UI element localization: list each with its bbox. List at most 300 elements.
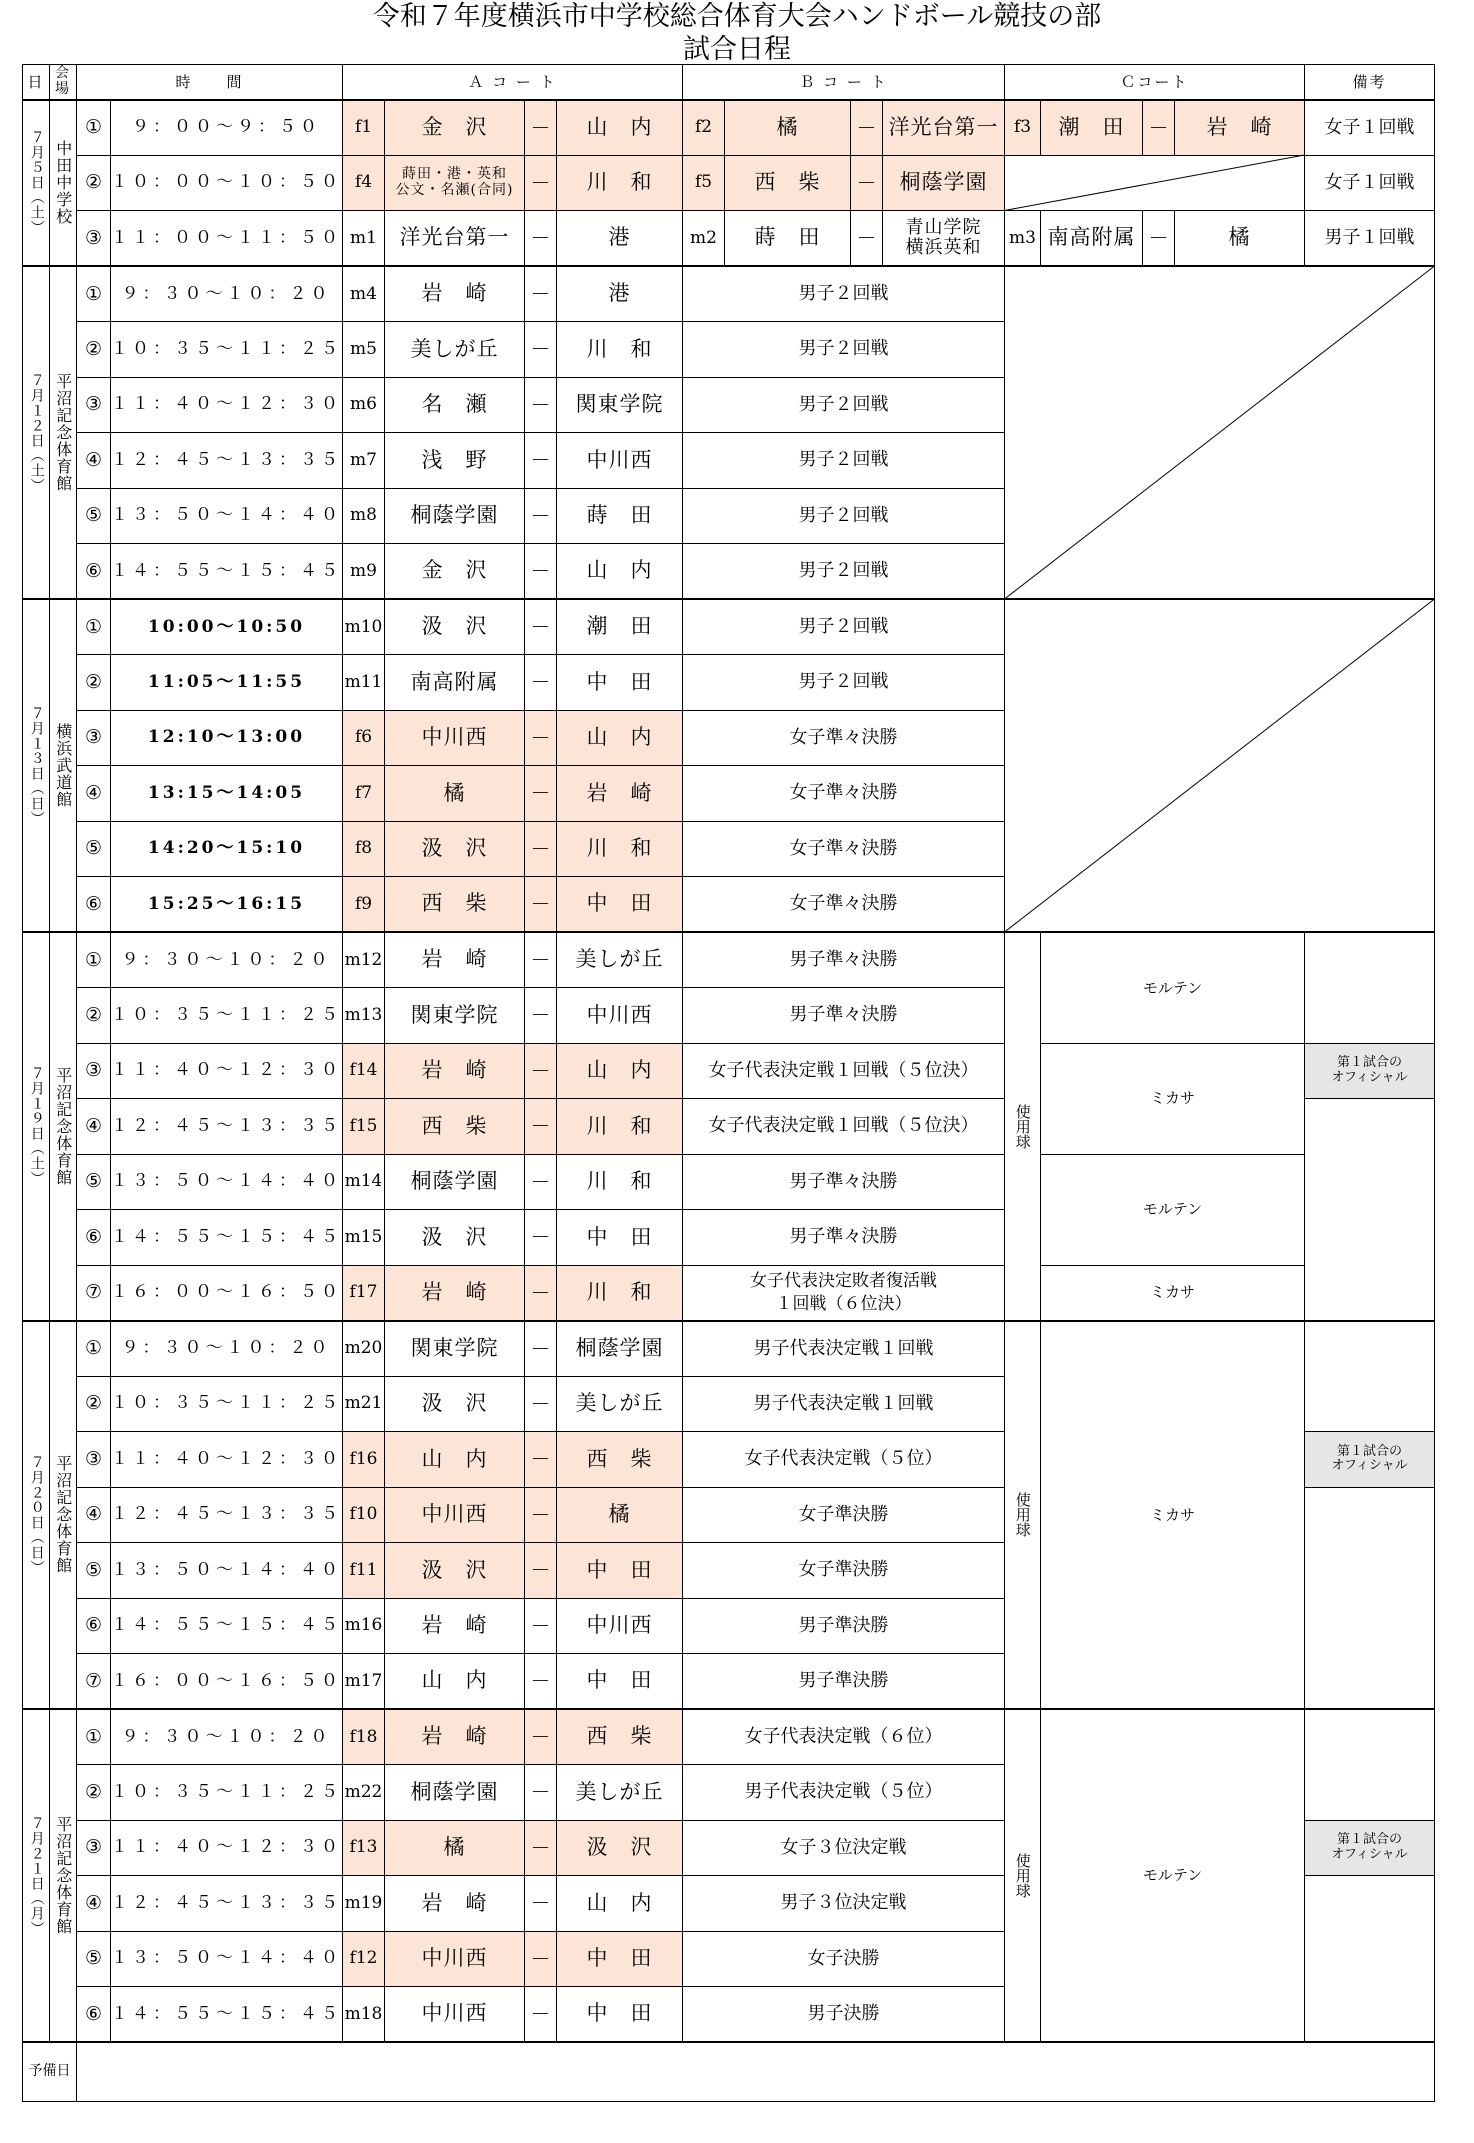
court-b-description: 男子準々決勝 <box>683 1154 1005 1210</box>
time-cell: １１：４０～１２：３０ <box>111 1043 343 1099</box>
remarks-cell: 男子１回戦 <box>1305 211 1435 267</box>
court-a-code: f1 <box>343 100 385 156</box>
court-a-team-2: 美しが丘 <box>557 1765 683 1821</box>
court-b-description: 男子２回戦 <box>683 544 1005 600</box>
court-a-code: m7 <box>343 433 385 489</box>
court-a-dash: － <box>525 1099 557 1155</box>
court-a-team-1: 洋光台第一 <box>385 211 525 267</box>
slot-number: ⑥ <box>77 877 111 933</box>
court-a-team-1: 西 柴 <box>385 1099 525 1155</box>
court-a-dash: － <box>525 1043 557 1099</box>
slot-number: ① <box>77 100 111 156</box>
date-cell: ７月２０日（日） <box>23 1321 50 1710</box>
court-b-team-2: 桐蔭学園 <box>883 155 1005 211</box>
venue-cell: 平沼記念体育館 <box>50 932 77 1321</box>
court-a-code: f4 <box>343 155 385 211</box>
date-cell: ７月１２日（土） <box>23 266 50 599</box>
court-a-dash: － <box>525 655 557 711</box>
time-cell: １３：５０～１４：４０ <box>111 488 343 544</box>
time-cell: １６：００～１６：５０ <box>111 1265 343 1321</box>
court-c-dash: － <box>1143 211 1175 267</box>
reserve-day-content <box>77 2042 1435 2101</box>
court-a-code: m6 <box>343 377 385 433</box>
court-a-team-1: 岩 崎 <box>385 1876 525 1932</box>
match-row <box>23 1154 1435 1210</box>
remarks-cell <box>1305 1709 1435 1820</box>
court-b-description: 男子準決勝 <box>683 1654 1005 1710</box>
time-cell: 12:10～13:00 <box>111 710 343 766</box>
header-day: 日 <box>23 65 50 100</box>
court-a-dash: － <box>525 1598 557 1654</box>
slot-number: ③ <box>77 1043 111 1099</box>
court-a-team-2: 中 田 <box>557 1654 683 1710</box>
court-a-dash: － <box>525 544 557 600</box>
court-b-team-2: 洋光台第一 <box>883 100 1005 156</box>
time-cell: １２：４５～１３：３５ <box>111 433 343 489</box>
slot-number: ① <box>77 599 111 655</box>
header-court-a: Ａ コ ー ト <box>343 65 683 100</box>
time-cell: １２：４５～１３：３５ <box>111 1487 343 1543</box>
court-c-empty <box>1005 155 1305 211</box>
date-cell: ７月１９日（土） <box>23 932 50 1321</box>
venue-cell: 横浜武道館 <box>50 599 77 932</box>
court-c-team-2: 橘 <box>1175 211 1305 267</box>
court-a-team-1: 汲 沢 <box>385 1543 525 1599</box>
time-cell: １４：５５～１５：４５ <box>111 544 343 600</box>
court-a-team-1: 岩 崎 <box>385 1598 525 1654</box>
slot-number: ① <box>77 266 111 322</box>
court-b-dash: － <box>851 100 883 156</box>
court-a-team-1: 汲 沢 <box>385 1210 525 1266</box>
court-a-dash: － <box>525 1709 557 1765</box>
time-cell: １４：５５～１５：４５ <box>111 1987 343 2043</box>
slot-number: ③ <box>77 211 111 267</box>
court-a-code: f10 <box>343 1487 385 1543</box>
court-c-dash: － <box>1143 100 1175 156</box>
slot-number: ③ <box>77 1820 111 1876</box>
match-row <box>23 266 1435 322</box>
slot-number: ⑤ <box>77 488 111 544</box>
court-a-team-2: 西 柴 <box>557 1709 683 1765</box>
court-a-team-2: 中川西 <box>557 433 683 489</box>
court-a-code: m15 <box>343 1210 385 1266</box>
court-a-team-2: 関東学院 <box>557 377 683 433</box>
court-b-description: 男子２回戦 <box>683 377 1005 433</box>
time-cell: ９：３０～１０：２０ <box>111 1709 343 1765</box>
court-b-team-2: 青山学院 横浜英和 <box>883 211 1005 267</box>
remarks-cell <box>1305 1099 1435 1321</box>
time-cell: ９：３０～１０：２０ <box>111 1321 343 1377</box>
court-a-team-2: 中 田 <box>557 655 683 711</box>
slot-number: ② <box>77 988 111 1044</box>
court-c-code: f3 <box>1005 100 1041 156</box>
slot-number: ④ <box>77 1487 111 1543</box>
venue-cell: 平沼記念体育館 <box>50 1709 77 2042</box>
court-a-team-2: 山 内 <box>557 710 683 766</box>
title-line-2: 試合日程 <box>683 34 791 65</box>
court-b-description: 女子準々決勝 <box>683 877 1005 933</box>
court-a-team-1: 中川西 <box>385 1487 525 1543</box>
court-a-code: f15 <box>343 1099 385 1155</box>
court-a-dash: － <box>525 1765 557 1821</box>
court-a-team-2: 潮 田 <box>557 599 683 655</box>
use-ball-label: 使用球 <box>1005 1709 1041 2042</box>
court-a-dash: － <box>525 1931 557 1987</box>
court-a-dash: － <box>525 1265 557 1321</box>
ball-cell: モルテン <box>1041 1709 1305 2042</box>
court-a-code: m10 <box>343 599 385 655</box>
slot-number: ④ <box>77 1099 111 1155</box>
slot-number: ① <box>77 1709 111 1765</box>
court-b-description: 女子代表決定戦１回戦（５位決） <box>683 1099 1005 1155</box>
court-c-team-1: 南高附属 <box>1041 211 1143 267</box>
court-a-dash: － <box>525 821 557 877</box>
court-b-description: 男子３位決定戦 <box>683 1876 1005 1932</box>
match-row <box>23 100 1435 156</box>
court-a-dash: － <box>525 100 557 156</box>
time-cell: 14:20～15:10 <box>111 821 343 877</box>
venue-cell: 平沼記念体育館 <box>50 1321 77 1710</box>
court-a-dash: － <box>525 488 557 544</box>
court-a-team-1: 関東学院 <box>385 988 525 1044</box>
court-a-code: m18 <box>343 1987 385 2043</box>
court-a-code: m19 <box>343 1876 385 1932</box>
match-row <box>23 1321 1435 1377</box>
court-a-team-2: 蒔 田 <box>557 488 683 544</box>
court-a-dash: － <box>525 877 557 933</box>
time-cell: ９：３０～１０：２０ <box>111 266 343 322</box>
time-cell: １０：３５～１１：２５ <box>111 988 343 1044</box>
court-b-description: 女子３位決定戦 <box>683 1820 1005 1876</box>
slot-number: ⑤ <box>77 821 111 877</box>
slot-number: ③ <box>77 1432 111 1488</box>
court-a-dash: － <box>525 1154 557 1210</box>
date-cell: ７月５日（土） <box>23 100 50 267</box>
court-b-description: 男子２回戦 <box>683 655 1005 711</box>
court-a-dash: － <box>525 1487 557 1543</box>
use-ball-label: 使用球 <box>1005 1321 1041 1710</box>
court-a-team-1: 南高附属 <box>385 655 525 711</box>
court-a-team-2: 中川西 <box>557 1598 683 1654</box>
reserve-day-label: 予備日 <box>23 2042 77 2101</box>
slot-number: ⑦ <box>77 1265 111 1321</box>
court-b-team-1: 橘 <box>725 100 851 156</box>
court-b-description: 男子２回戦 <box>683 433 1005 489</box>
match-row <box>23 932 1435 988</box>
time-cell: １１：００～１１：５０ <box>111 211 343 267</box>
court-a-code: m20 <box>343 1321 385 1377</box>
court-b-code: m2 <box>683 211 725 267</box>
court-a-team-1: 名 瀬 <box>385 377 525 433</box>
court-a-dash: － <box>525 766 557 822</box>
court-a-dash: － <box>525 433 557 489</box>
time-cell: １１：４０～１２：３０ <box>111 1432 343 1488</box>
header-venue: 会場 <box>50 65 77 100</box>
court-a-code: f9 <box>343 877 385 933</box>
time-cell: 11:05～11:55 <box>111 655 343 711</box>
court-a-code: m1 <box>343 211 385 267</box>
slot-number: ④ <box>77 766 111 822</box>
slot-number: ② <box>77 322 111 378</box>
court-a-team-1: 西 柴 <box>385 877 525 933</box>
ball-cell: モルテン <box>1041 932 1305 1043</box>
time-cell: １６：００～１６：５０ <box>111 1654 343 1710</box>
slot-number: ⑤ <box>77 1543 111 1599</box>
schedule-body <box>23 65 1435 2102</box>
time-cell: １０：００～１０：５０ <box>111 155 343 211</box>
header-row <box>23 65 1435 100</box>
slot-number: ② <box>77 1765 111 1821</box>
slot-number: ② <box>77 655 111 711</box>
court-a-team-2: 中 田 <box>557 877 683 933</box>
court-a-code: f12 <box>343 1931 385 1987</box>
slot-number: ⑥ <box>77 544 111 600</box>
court-a-team-2: 山 内 <box>557 544 683 600</box>
slot-number: ⑤ <box>77 1154 111 1210</box>
court-a-team-1: 岩 崎 <box>385 266 525 322</box>
court-a-dash: － <box>525 1543 557 1599</box>
ball-cell: ミカサ <box>1041 1265 1305 1321</box>
match-row <box>23 155 1435 211</box>
remarks-cell: 女子１回戦 <box>1305 155 1435 211</box>
match-row <box>23 599 1435 655</box>
date-cell: ７月２１日（月） <box>23 1709 50 2042</box>
court-a-dash: － <box>525 1432 557 1488</box>
ball-cell: ミカサ <box>1041 1043 1305 1154</box>
court-a-team-2: 港 <box>557 211 683 267</box>
court-a-team-2: 橘 <box>557 1487 683 1543</box>
court-a-code: f11 <box>343 1543 385 1599</box>
court-b-description: 男子準々決勝 <box>683 988 1005 1044</box>
court-a-code: m13 <box>343 988 385 1044</box>
time-cell: １２：４５～１３：３５ <box>111 1099 343 1155</box>
ball-cell: モルテン <box>1041 1154 1305 1265</box>
court-a-team-1: 汲 沢 <box>385 599 525 655</box>
court-a-team-1: 岩 崎 <box>385 1709 525 1765</box>
time-cell: １３：５０～１４：４０ <box>111 1154 343 1210</box>
court-a-team-2: 川 和 <box>557 1265 683 1321</box>
court-a-team-1: 山 内 <box>385 1432 525 1488</box>
time-cell: ９：３０～１０：２０ <box>111 932 343 988</box>
court-c-code: m3 <box>1005 211 1041 267</box>
court-b-description: 女子準決勝 <box>683 1487 1005 1543</box>
court-a-team-2: 美しが丘 <box>557 932 683 988</box>
court-a-dash: － <box>525 1210 557 1266</box>
court-a-team-2: 川 和 <box>557 155 683 211</box>
schedule-table <box>22 64 1435 2102</box>
header-remarks: 備考 <box>1305 65 1435 100</box>
court-a-team-1: 桐蔭学園 <box>385 1154 525 1210</box>
court-a-team-1: 金 沢 <box>385 100 525 156</box>
court-a-code: f8 <box>343 821 385 877</box>
court-c-unused <box>1005 599 1435 932</box>
slot-number: ② <box>77 1376 111 1432</box>
time-cell: １０：３５～１１：２５ <box>111 1376 343 1432</box>
court-a-team-2: 山 内 <box>557 1043 683 1099</box>
court-a-dash: － <box>525 1376 557 1432</box>
court-a-team-1: 中川西 <box>385 1987 525 2043</box>
remarks-cell <box>1305 932 1435 1043</box>
court-a-code: m17 <box>343 1654 385 1710</box>
court-a-team-1: 山 内 <box>385 1654 525 1710</box>
court-a-code: f7 <box>343 766 385 822</box>
court-a-dash: － <box>525 377 557 433</box>
court-b-code: f5 <box>683 155 725 211</box>
use-ball-label: 使用球 <box>1005 932 1041 1321</box>
slot-number: ⑥ <box>77 1210 111 1266</box>
court-a-code: m11 <box>343 655 385 711</box>
time-cell: １２：４５～１３：３５ <box>111 1876 343 1932</box>
court-b-description: 男子代表決定戦１回戦 <box>683 1376 1005 1432</box>
court-b-description: 男子２回戦 <box>683 488 1005 544</box>
court-a-team-2: 川 和 <box>557 1099 683 1155</box>
court-b-description: 女子代表決定戦（６位） <box>683 1709 1005 1765</box>
court-a-team-1: 汲 沢 <box>385 821 525 877</box>
court-b-description: 女子代表決定敗者復活戦 １回戦（６位決） <box>683 1265 1005 1321</box>
slot-number: ④ <box>77 1876 111 1932</box>
court-a-code: m16 <box>343 1598 385 1654</box>
venue-cell: 平沼記念体育館 <box>50 266 77 599</box>
court-a-team-2: 西 柴 <box>557 1432 683 1488</box>
court-b-description: 男子２回戦 <box>683 266 1005 322</box>
court-a-team-2: 中 田 <box>557 1931 683 1987</box>
court-a-team-1: 橘 <box>385 766 525 822</box>
time-cell: 15:25～16:15 <box>111 877 343 933</box>
slot-number: ⑤ <box>77 1931 111 1987</box>
court-b-description: 女子代表決定戦１回戦（５位決） <box>683 1043 1005 1099</box>
match-row <box>23 1043 1435 1099</box>
document-title <box>0 0 1474 66</box>
time-cell: １１：４０～１２：３０ <box>111 1820 343 1876</box>
time-cell: 13:15～14:05 <box>111 766 343 822</box>
court-a-dash: － <box>525 932 557 988</box>
court-a-team-2: 中 田 <box>557 1210 683 1266</box>
court-a-dash: － <box>525 1987 557 2043</box>
court-a-code: f13 <box>343 1820 385 1876</box>
header-time: 時 間 <box>77 65 343 100</box>
court-a-dash: － <box>525 211 557 267</box>
court-a-team-2: 汲 沢 <box>557 1820 683 1876</box>
slot-number: ⑥ <box>77 1598 111 1654</box>
match-row <box>23 211 1435 267</box>
court-a-dash: － <box>525 1321 557 1377</box>
header-court-b: Ｂ コ ー ト <box>683 65 1005 100</box>
court-a-team-2: 川 和 <box>557 1154 683 1210</box>
match-row <box>23 1265 1435 1321</box>
court-b-description: 男子２回戦 <box>683 322 1005 378</box>
court-a-team-2: 美しが丘 <box>557 1376 683 1432</box>
court-a-team-1: 中川西 <box>385 1931 525 1987</box>
remarks-cell: 女子１回戦 <box>1305 100 1435 156</box>
time-cell: １３：５０～１４：４０ <box>111 1543 343 1599</box>
court-b-description: 男子準々決勝 <box>683 1210 1005 1266</box>
slot-number: ⑦ <box>77 1654 111 1710</box>
court-a-team-1: 金 沢 <box>385 544 525 600</box>
ball-cell: ミカサ <box>1041 1321 1305 1710</box>
time-cell: １０：３５～１１：２５ <box>111 1765 343 1821</box>
court-a-dash: － <box>525 1876 557 1932</box>
court-b-description: 男子決勝 <box>683 1987 1005 2043</box>
court-b-dash: － <box>851 155 883 211</box>
venue-cell: 中田中学校 <box>50 100 77 267</box>
slot-number: ③ <box>77 377 111 433</box>
remarks-cell <box>1305 1487 1435 1709</box>
court-a-team-1: 岩 崎 <box>385 932 525 988</box>
time-cell: １４：５５～１５：４５ <box>111 1210 343 1266</box>
slot-number: ② <box>77 155 111 211</box>
court-a-dash: － <box>525 155 557 211</box>
court-a-code: f14 <box>343 1043 385 1099</box>
court-c-team-2: 岩 崎 <box>1175 100 1305 156</box>
court-a-team-1: 中川西 <box>385 710 525 766</box>
time-cell: ９：００～９：５０ <box>111 100 343 156</box>
court-a-team-1: 美しが丘 <box>385 322 525 378</box>
court-a-team-2: 岩 崎 <box>557 766 683 822</box>
time-cell: 10:00～10:50 <box>111 599 343 655</box>
court-b-team-1: 西 柴 <box>725 155 851 211</box>
court-c-team-1: 潮 田 <box>1041 100 1143 156</box>
court-a-team-2: 中 田 <box>557 1987 683 2043</box>
court-a-team-1: 浅 野 <box>385 433 525 489</box>
court-a-dash: － <box>525 322 557 378</box>
court-a-code: f18 <box>343 1709 385 1765</box>
court-b-description: 女子準決勝 <box>683 1543 1005 1599</box>
court-a-team-1: 桐蔭学園 <box>385 488 525 544</box>
remarks-cell <box>1305 1321 1435 1432</box>
court-a-team-1: 桐蔭学園 <box>385 1765 525 1821</box>
reserve-row <box>23 2042 1435 2101</box>
court-a-code: f6 <box>343 710 385 766</box>
time-cell: １４：５５～１５：４５ <box>111 1598 343 1654</box>
court-b-description: 男子代表決定戦（５位） <box>683 1765 1005 1821</box>
court-a-dash: － <box>525 1820 557 1876</box>
court-b-description: 女子準々決勝 <box>683 710 1005 766</box>
court-a-team-2: 港 <box>557 266 683 322</box>
remarks-official: 第１試合の オフィシャル <box>1305 1820 1435 1876</box>
time-cell: １０：３５～１１：２５ <box>111 322 343 378</box>
court-b-description: 男子準決勝 <box>683 1598 1005 1654</box>
court-a-team-1: 岩 崎 <box>385 1265 525 1321</box>
court-b-code: f2 <box>683 100 725 156</box>
court-a-team-1: 岩 崎 <box>385 1043 525 1099</box>
header-court-c: Ｃコート <box>1005 65 1305 100</box>
slot-number: ① <box>77 1321 111 1377</box>
match-row <box>23 1709 1435 1765</box>
court-a-code: m22 <box>343 1765 385 1821</box>
court-a-team-2: 中 田 <box>557 1543 683 1599</box>
slot-number: ① <box>77 932 111 988</box>
remarks-official: 第１試合の オフィシャル <box>1305 1043 1435 1099</box>
court-a-code: m14 <box>343 1154 385 1210</box>
court-b-description: 女子決勝 <box>683 1931 1005 1987</box>
court-a-dash: － <box>525 599 557 655</box>
slot-number: ④ <box>77 433 111 489</box>
court-b-dash: － <box>851 211 883 267</box>
slot-number: ③ <box>77 710 111 766</box>
time-cell: １３：５０～１４：４０ <box>111 1931 343 1987</box>
court-b-description: 男子代表決定戦１回戦 <box>683 1321 1005 1377</box>
court-a-team-2: 川 和 <box>557 821 683 877</box>
court-a-dash: － <box>525 1654 557 1710</box>
court-a-code: m12 <box>343 932 385 988</box>
court-a-team-1: 橘 <box>385 1820 525 1876</box>
court-a-code: f17 <box>343 1265 385 1321</box>
court-a-code: m21 <box>343 1376 385 1432</box>
court-a-team-1: 蒔田・港・英和 公文・名瀬(合同) <box>385 155 525 211</box>
court-a-code: m8 <box>343 488 385 544</box>
court-a-code: m9 <box>343 544 385 600</box>
time-cell: １１：４０～１２：３０ <box>111 377 343 433</box>
